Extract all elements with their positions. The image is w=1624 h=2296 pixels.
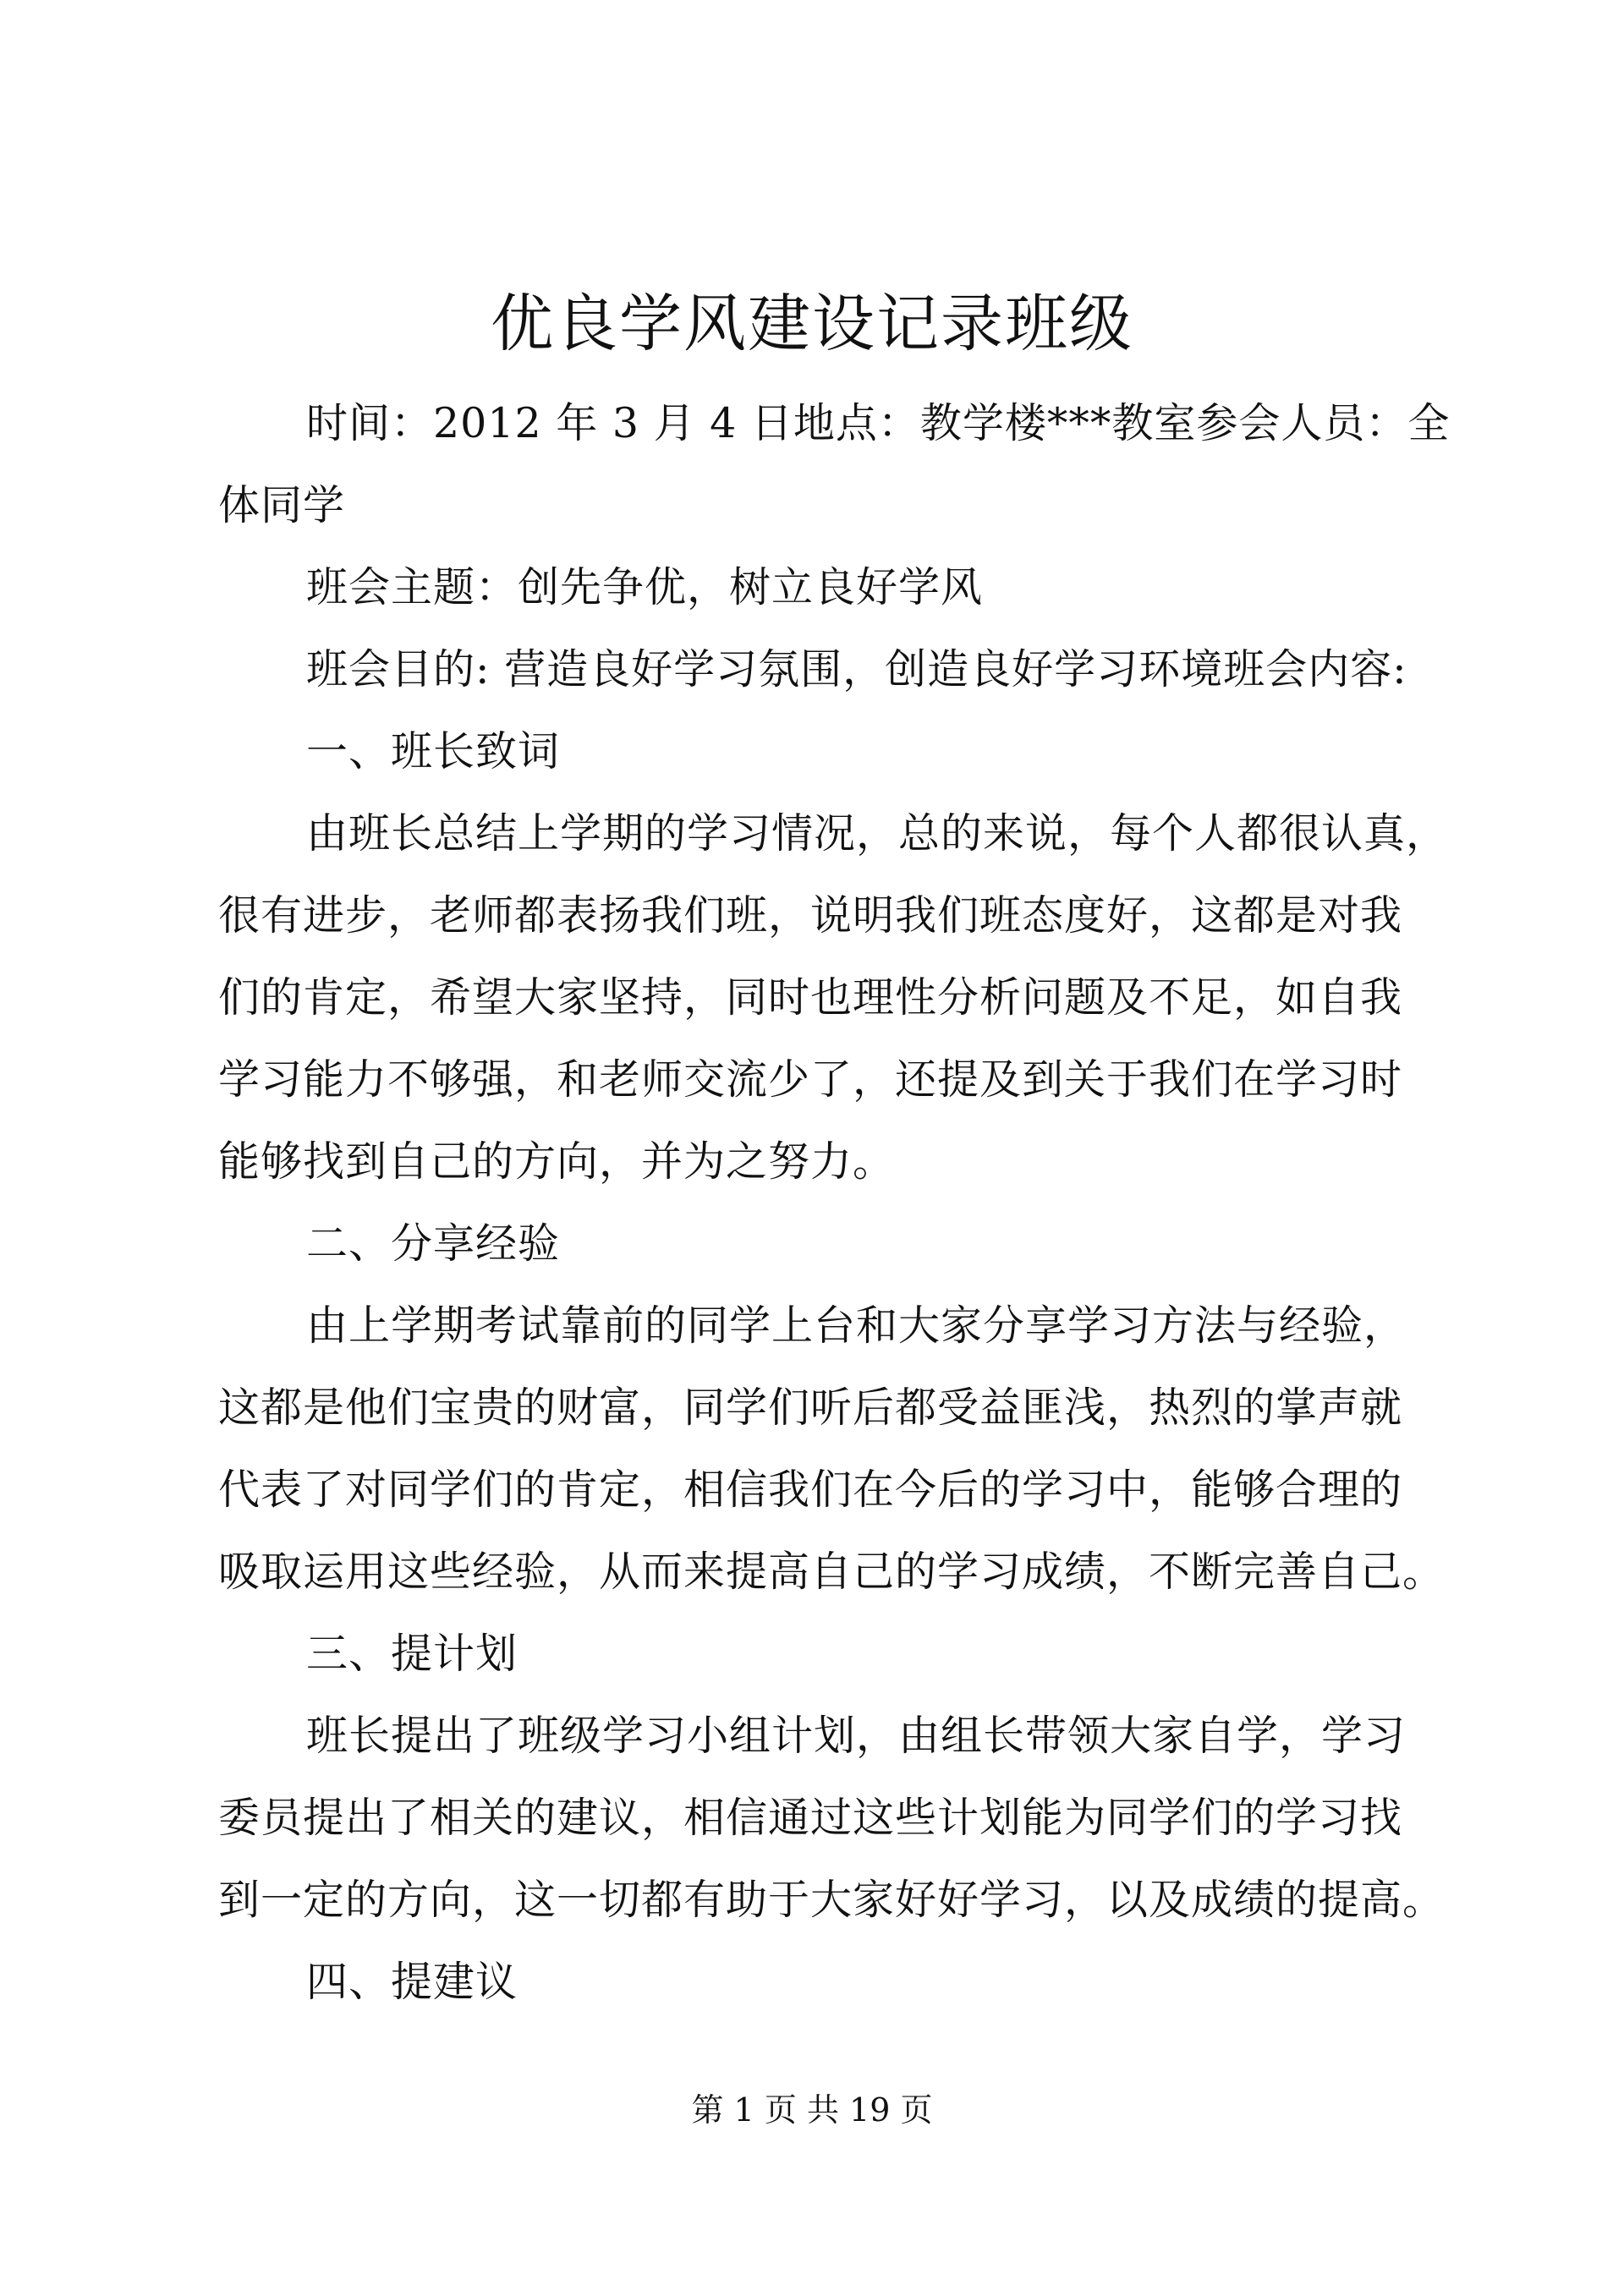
paragraph-line: 由上学期考试靠前的同学上台和大家分享学习方法与经验， — [306, 1301, 1407, 1350]
paragraph-line: 班长提出了班级学习小组计划，由组长带领大家自学，学习 — [306, 1712, 1407, 1760]
paragraph-line: 由班长总结上学期的学习情况，总的来说，每个人都很认真， — [306, 809, 1449, 858]
document-title: 优良学风建设记录班级 — [491, 288, 1133, 360]
paragraph-line: 到一定的方向，这一切都有助于大家好好学习，以及成绩的提高。 — [218, 1876, 1446, 1924]
section-heading-3: 三、提计划 — [306, 1630, 518, 1678]
document-body — [218, 382, 1451, 2023]
meeting-theme: 班会主题：创先争优，树立良好学风 — [306, 563, 984, 611]
meeting-info-line-cont: 体同学 — [218, 481, 346, 529]
paragraph-line: 委员提出了相关的建议，相信通过这些计划能为同学们的学习找 — [218, 1794, 1403, 1842]
paragraph-line: 能够找到自己的方向，并为之努力。 — [218, 1137, 896, 1186]
section-heading-2: 二、分享经验 — [306, 1219, 561, 1268]
paragraph-line: 吸取运用这些经验，从而来提高自己的学习成绩，不断完善自己。 — [218, 1548, 1446, 1596]
meeting-purpose: 班会目的: 营造良好学习氛围，创造良好学习环境班会内容: — [306, 645, 1407, 693]
paragraph-line: 学习能力不够强，和老师交流少了，还提及到关于我们在学习时 — [218, 1055, 1403, 1104]
paragraph-line: 这都是他们宝贵的财富，同学们听后都受益匪浅，热烈的掌声就 — [218, 1384, 1403, 1432]
section-heading-4: 四、提建议 — [306, 1958, 518, 2006]
paragraph-line: 代表了对同学们的肯定，相信我们在今后的学习中，能够合理的 — [218, 1466, 1403, 1514]
section-heading-1: 一、班长致词 — [306, 727, 561, 775]
page-number-footer: 第 1 页 共 19 页 — [691, 2091, 933, 2129]
paragraph-line: 们的肯定，希望大家坚持，同时也理性分析问题及不足，如自我 — [218, 973, 1403, 1022]
meeting-info-line: 时间：2012 年 3 月 4 日地点：教学楼***教室参会人员：全 — [306, 399, 1451, 447]
paragraph-line: 很有进步，老师都表扬我们班，说明我们班态度好，这都是对我 — [218, 891, 1403, 940]
